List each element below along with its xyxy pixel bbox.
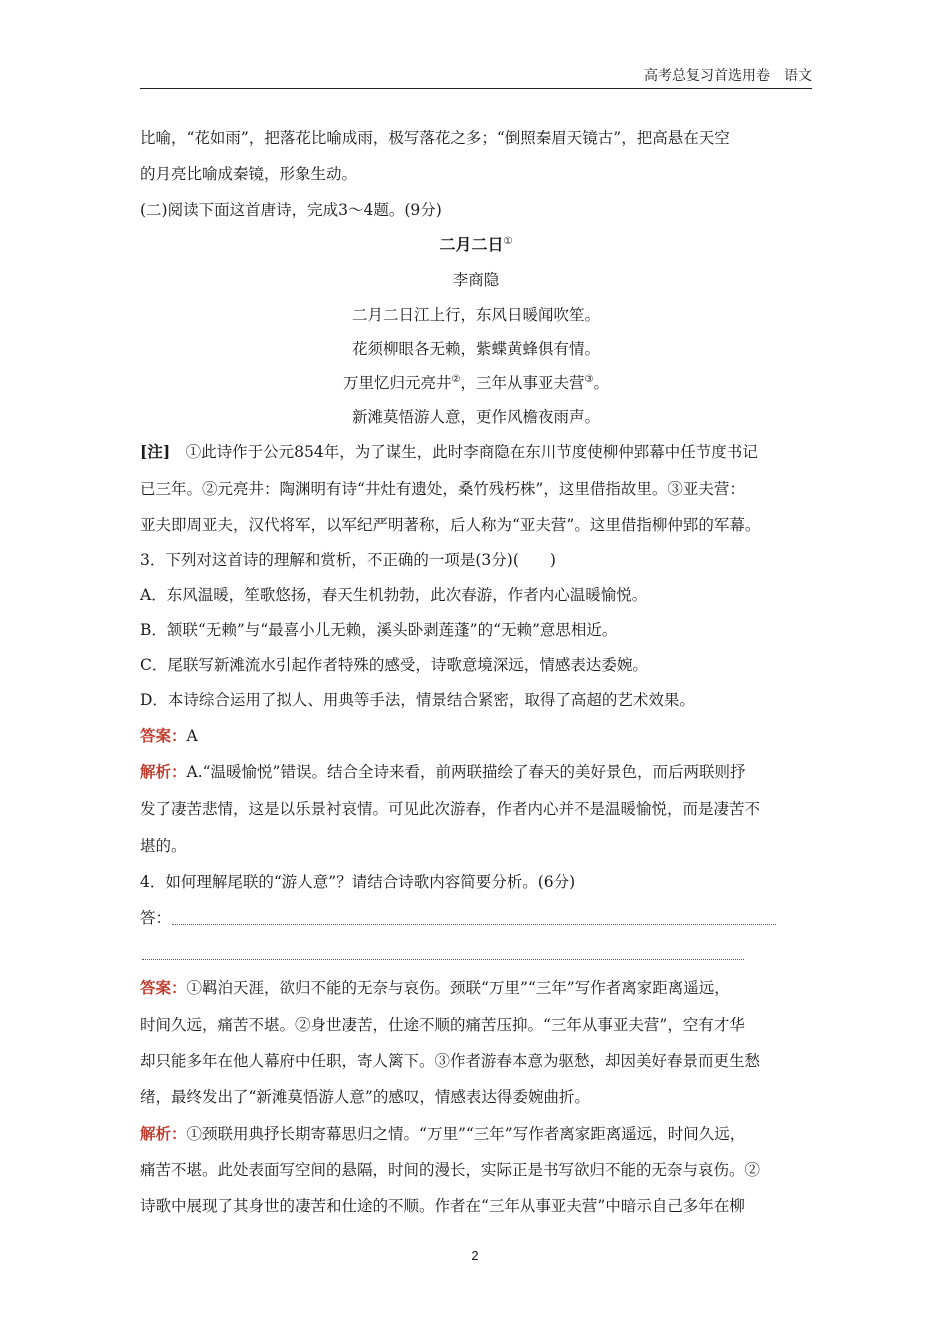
poem-author: 李商隐 — [452, 271, 500, 289]
footnote-marker: ① — [503, 235, 513, 247]
footnote-marker: ② — [451, 373, 461, 385]
header-title: 高考总复习首选用卷 语文 — [644, 68, 812, 84]
answer-prompt: 答： — [140, 909, 172, 927]
page-number: 2 — [471, 1248, 479, 1263]
note-label: [注] — [140, 442, 171, 461]
answer-value: A — [186, 727, 198, 745]
answer-line: 时间久远，痛苦不堪。②身世凄苦，仕途不顺的痛苦压抑。“三年从事亚夫营”，空有才华 — [140, 1016, 745, 1034]
answer-label: 答案： — [140, 726, 187, 745]
answer-line: 却只能多年在他人幕府中任职，寄人篱下。③作者游春本意为驱愁，却因美好春景而更生愁 — [140, 1052, 761, 1070]
poem-line: 万里忆归元亮井②，三年从事亚夫营③。 — [343, 373, 609, 392]
text-line: 比喻，“花如雨”，把落花比喻成雨，极写落花之多；“倒照秦眉天镜古”，把高悬在天空 — [140, 129, 730, 147]
text-line: 的月亮比喻成秦镜，形象生动。 — [140, 165, 358, 183]
note-line: 已三年。②元亮井：陶渊明有诗“井灶有遗处，桑竹残朽株”，这里借指故里。③亚夫营： — [140, 480, 745, 498]
note-line: [注] ①此诗作于公元854年，为了谋生，此时李商隐在东川节度使柳仲郢幕中任节度书记 — [140, 442, 758, 461]
section-heading: (二)阅读下面这首唐诗，完成3～4题。(9分) — [140, 201, 442, 219]
analysis-line: 发了凄苦悲情，这是以乐景衬哀情。可见此次游春，作者内心并不是温暖愉悦，而是凄苦不 — [140, 800, 761, 818]
analysis-line: 痛苦不堪。此处表面写空间的悬隔，时间的漫长，实际正是书写欲归不能的无奈与哀伤。② — [140, 1161, 761, 1179]
question-stem: 4．如何理解尾联的“游人意”？请结合诗歌内容简要分析。(6分) — [140, 873, 576, 891]
answer-line: 答案：①羁泊天涯，欲归不能的无奈与哀伤。颈联“万里”“三年”写作者离家距离遥远， — [140, 978, 730, 997]
analysis-line: 解析：A.“温暖愉悦”错误。结合全诗来看，前两联描绘了春天的美好景色，而后两联则抒 — [140, 762, 746, 781]
answer-line: 绪，最终发出了“新滩莫悟游人意”的感叹，情感表达得委婉曲折。 — [140, 1088, 590, 1106]
option-d: D．本诗综合运用了拟人、用典等手法，情景结合紧密，取得了高超的艺术效果。 — [140, 691, 695, 709]
analysis-line: 解析：①颈联用典抒长期寄幕思归之情。“万里”“三年”写作者离家距离遥远，时间久远， — [140, 1124, 746, 1143]
question-stem: 3．下列对这首诗的理解和赏析，不正确的一项是(3分)( ) — [140, 551, 556, 569]
page-header — [140, 66, 812, 89]
answer-line — [140, 724, 198, 748]
note-line: 亚夫即周亚夫，汉代将军，以军纪严明著称，后人称为“亚夫营”。这里借指柳仲郢的军幕。 — [140, 516, 761, 534]
answer-blank-line[interactable] — [142, 959, 744, 960]
poem-line: 二月二日江上行，东风日暖闻吹笙。 — [351, 306, 600, 324]
answer-label: 答案： — [140, 978, 187, 997]
analysis-line: 诗歌中展现了其身世的凄苦和仕途的不顺。作者在“三年从事亚夫营”中暗示自己多年在柳 — [140, 1197, 745, 1215]
answer-blank-line[interactable] — [172, 924, 776, 925]
option-c: C．尾联写新滩流水引起作者特殊的感受，诗歌意境深远，情感表达委婉。 — [140, 656, 648, 674]
analysis-label: 解析： — [140, 1124, 187, 1143]
poem-title-text: 二月二日 — [439, 235, 504, 254]
poem-title — [140, 233, 812, 257]
analysis-line: 堪的。 — [140, 837, 187, 855]
option-a: A．东风温暖，笙歌悠扬，春天生机勃勃，此次春游，作者内心温暖愉悦。 — [140, 586, 648, 604]
option-b: B．颔联“无赖”与“最喜小儿无赖，溪头卧剥莲蓬”的“无赖”意思相近。 — [140, 621, 618, 639]
poem-line: 新滩莫悟游人意，更作风檐夜雨声。 — [351, 408, 600, 426]
analysis-label: 解析： — [140, 762, 187, 781]
footnote-marker: ③ — [584, 373, 594, 385]
poem-line: 花须柳眼各无赖，紫蝶黄蜂俱有情。 — [351, 340, 600, 358]
